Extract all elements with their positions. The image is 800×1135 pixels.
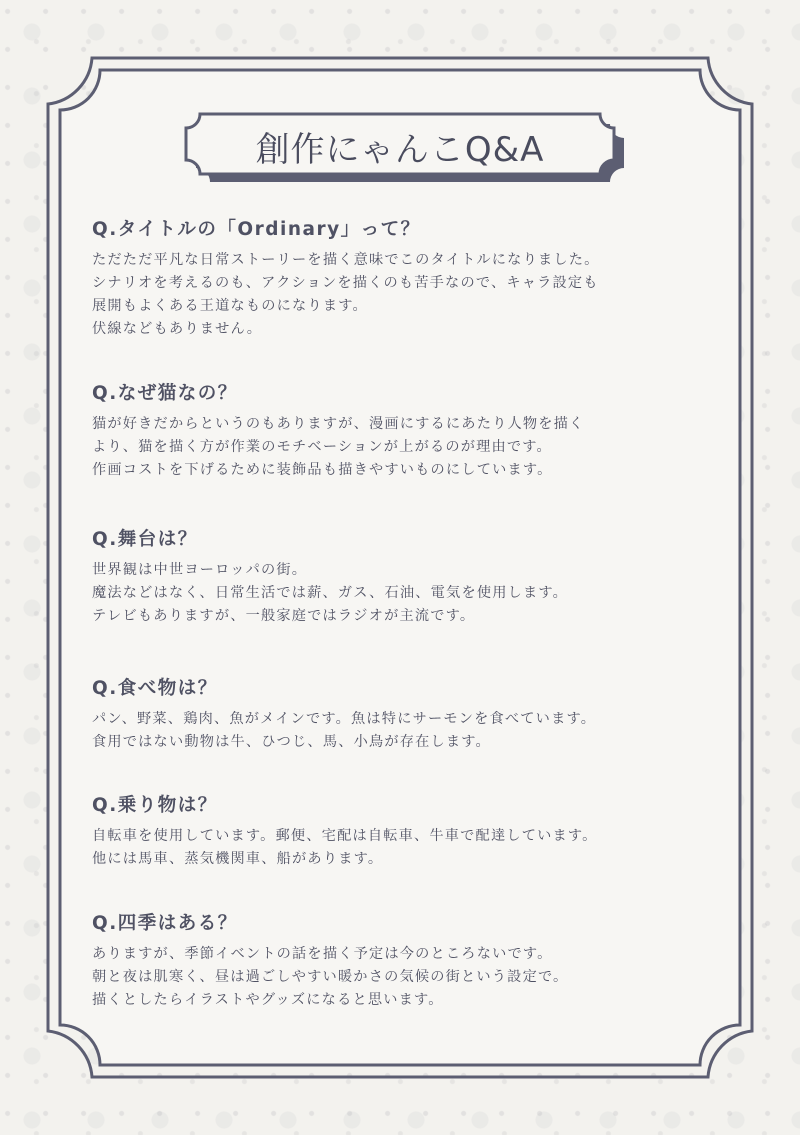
answer-block [92, 249, 712, 341]
answer-line: ただただ平凡な日常ストーリーを描く意味でこのタイトルになりました。 [92, 252, 600, 268]
answer-line: パン、野菜、鶏肉、魚がメインです。魚は特にサーモンを食べています。 [92, 711, 597, 727]
qa-item [92, 676, 712, 754]
question-heading: Q.舞台は？ [92, 529, 198, 550]
answer-block [92, 708, 712, 754]
answer-line: 伏線などもありません。 [92, 321, 263, 337]
answer-block [92, 825, 712, 871]
qa-item [92, 527, 712, 628]
question-heading: Q.食べ物は？ [92, 678, 218, 699]
answer-line: 自転車を使用しています。郵便、宅配は自転車、牛車で配達しています。 [92, 828, 598, 844]
answer-block [92, 559, 712, 628]
answer-line: より、猫を描く方が作業のモチベーションが上がるのが理由です。 [92, 439, 552, 455]
answer-block [92, 413, 712, 482]
answer-line: 魔法などはなく、日常生活では薪、ガス、石油、電気を使用します。 [92, 585, 569, 601]
qa-item [92, 793, 712, 871]
question-heading: Q.乗り物は？ [92, 795, 218, 816]
answer-block [92, 943, 712, 1012]
qa-item [92, 911, 712, 1012]
answer-line: シナリオを考えるのも、アクションを描くのも苦手なので、キャラ設定も [92, 275, 599, 291]
answer-line: ありますが、季節イベントの話を描く予定は今のところないです。 [92, 946, 553, 962]
question-heading: Q.タイトルの「Ordinary」って？ [92, 219, 421, 240]
answer-line: 猫が好きだからというのもありますが、漫画にするにあたり人物を描く [92, 416, 585, 432]
question-heading: Q.なぜ猫なの？ [92, 383, 238, 404]
answer-line: 展開もよくある王道なものになります。 [92, 298, 368, 314]
answer-line: 他には馬車、蒸気機関車、船があります。 [92, 851, 384, 867]
qa-item [92, 381, 712, 482]
page-title: 創作にゃんこQ&A [255, 129, 545, 170]
answer-line: 食用ではない動物は牛、ひつじ、馬、小鳥が存在します。 [92, 734, 491, 750]
answer-line: 作画コストを下げるために装飾品も描きやすいものにしています。 [92, 462, 553, 478]
answer-line: 描くとしたらイラストやグッズになると思います。 [92, 992, 444, 1008]
answer-line: テレビもありますが、一般家庭ではラジオが主流です。 [92, 608, 476, 624]
qa-item [92, 217, 712, 341]
answer-line: 世界観は中世ヨーロッパの街。 [92, 562, 308, 578]
question-heading: Q.四季はある？ [92, 913, 238, 934]
answer-line: 朝と夜は肌寒く、昼は過ごしやすい暖かさの気候の街という設定で。 [92, 969, 569, 985]
